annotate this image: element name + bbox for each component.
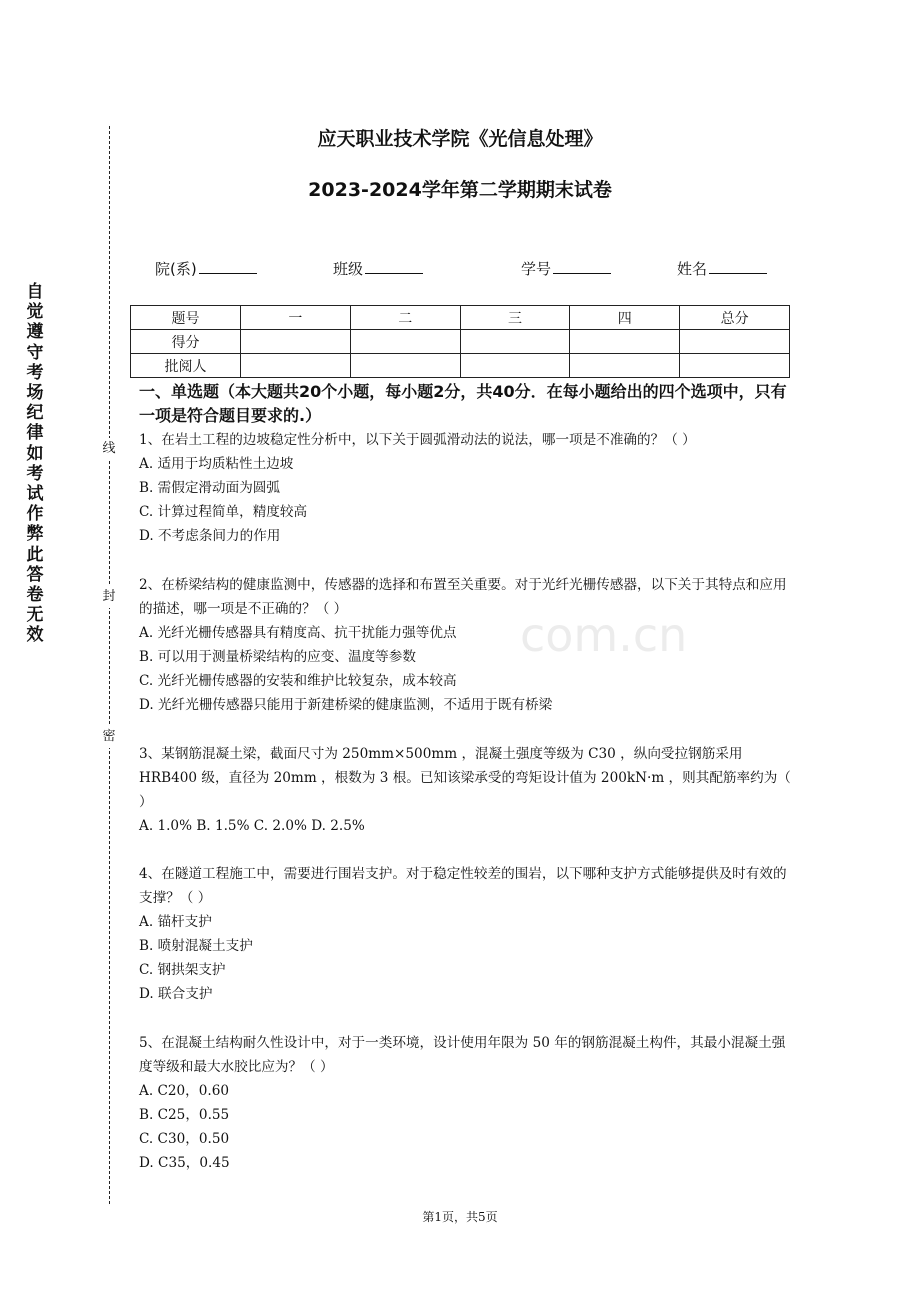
side-notice: 自觉遵守考场纪律如考试作弊此答卷无效	[26, 282, 44, 646]
table-cell	[680, 354, 790, 378]
table-cell: 三	[460, 306, 570, 330]
table-cell: 四	[570, 306, 680, 330]
answer-option: B. 可以用于测量桥梁结构的应变、温度等参数	[139, 649, 416, 665]
info-field-student-id	[521, 258, 611, 279]
question-1	[139, 428, 791, 548]
answer-option: D. 不考虑条间力的作用	[139, 528, 281, 544]
answer-option: A. 适用于均质粘性土边坡	[139, 456, 294, 472]
answer-option: B. C25，0.55	[139, 1107, 230, 1123]
side-mark-feng: 封	[100, 586, 118, 608]
table-cell: 一	[241, 306, 351, 330]
answer-option: A. 1.0% B. 1.5% C. 2.0% D. 2.5%	[139, 818, 365, 834]
table-cell: 二	[350, 306, 460, 330]
answer-option: A. C20，0.60	[139, 1083, 230, 1099]
table-cell	[460, 354, 570, 378]
fill-blank[interactable]	[199, 259, 257, 274]
exam-title-line2: 2023-2024学年第二学期期末试卷	[308, 179, 612, 201]
info-field-class	[333, 258, 423, 279]
table-cell: 题号	[131, 306, 241, 330]
info-label: 班级	[333, 260, 364, 278]
info-label: 姓名	[677, 260, 708, 278]
answer-option: A. 光纤光栅传感器具有精度高、抗干扰能力强等优点	[139, 625, 457, 641]
answer-option: C. 钢拱架支护	[139, 962, 226, 978]
question-stem: 3、某钢筋混凝土梁，截面尺寸为 250mm×500mm ，混凝土强度等级为 C30 ，纵向受拉钢筋采用 HRB400 级，直径为 20mm ，根数为 3 根。已知该梁承受的弯矩设计值为 200kN·m ，则其配筋率约为（ ）	[139, 746, 791, 810]
answer-option: D. C35，0.45	[139, 1155, 230, 1171]
answer-option: B. 喷射混凝土支护	[139, 938, 253, 954]
table-cell	[241, 330, 351, 354]
table-cell: 总分	[680, 306, 790, 330]
answer-option: C. 光纤光栅传感器的安装和维护比较复杂，成本较高	[139, 673, 457, 689]
info-label: 院(系)	[155, 260, 197, 278]
exam-title-line1: 应天职业技术学院《光信息处理》	[317, 128, 603, 150]
info-field-name	[677, 258, 767, 279]
fill-blank[interactable]	[709, 259, 767, 274]
table-cell: 批阅人	[131, 354, 241, 378]
question-stem: 2、在桥梁结构的健康监测中，传感器的选择和布置至关重要。对于光纤光栅传感器，以下关于其特点和应用的描述，哪一项是不正确的？（ ）	[139, 577, 787, 617]
binding-dashed-line	[109, 126, 110, 1204]
score-table-reviewer-row	[131, 354, 790, 378]
score-table	[130, 305, 790, 378]
answer-option: B. 需假定滑动面为圆弧	[139, 480, 280, 496]
answer-option: A. 锚杆支护	[139, 914, 212, 930]
table-cell	[570, 330, 680, 354]
answer-option: C. 计算过程简单，精度较高	[139, 504, 308, 520]
side-mark-xian: 线	[100, 438, 118, 460]
fill-blank[interactable]	[365, 259, 423, 274]
info-label: 学号	[521, 260, 552, 278]
info-field-department	[155, 258, 257, 279]
table-cell: 得分	[131, 330, 241, 354]
side-mark-mi: 密	[100, 726, 118, 748]
score-table-score-row	[131, 330, 790, 354]
table-cell	[680, 330, 790, 354]
question-stem: 4、在隧道工程施工中，需要进行围岩支护。对于稳定性较差的围岩，以下哪种支护方式能够提供及时有效的支撑？（ ）	[139, 866, 787, 906]
table-cell	[241, 354, 351, 378]
table-cell	[460, 330, 570, 354]
watermark: com.cn	[520, 608, 688, 662]
question-stem: 5、在混凝土结构耐久性设计中，对于一类环境，设计使用年限为 50 年的钢筋混凝土构件，其最小混凝土强度等级和最大水胶比应为？（ ）	[139, 1035, 786, 1075]
table-cell	[570, 354, 680, 378]
answer-option: D. 联合支护	[139, 986, 213, 1002]
answer-option: C. C30，0.50	[139, 1131, 230, 1147]
answer-option: D. 光纤光栅传感器只能用于新建桥梁的健康监测，不适用于既有桥梁	[139, 697, 553, 713]
question-2	[139, 573, 791, 717]
section-heading: 一、单选题（本大题共20个小题，每小题2分，共40分．在每小题给出的四个选项中，只有一项是符合题目要求的.）	[139, 382, 787, 425]
page-footer: 第1页，共5页	[422, 1210, 498, 1224]
question-4	[139, 862, 791, 1006]
table-cell	[350, 354, 460, 378]
question-3	[139, 742, 791, 838]
fill-blank[interactable]	[553, 259, 611, 274]
score-table-header-row	[131, 306, 790, 330]
question-5	[139, 1031, 791, 1175]
table-cell	[350, 330, 460, 354]
question-stem: 1、在岩土工程的边坡稳定性分析中，以下关于圆弧滑动法的说法，哪一项是不准确的？（ ）	[139, 432, 696, 448]
